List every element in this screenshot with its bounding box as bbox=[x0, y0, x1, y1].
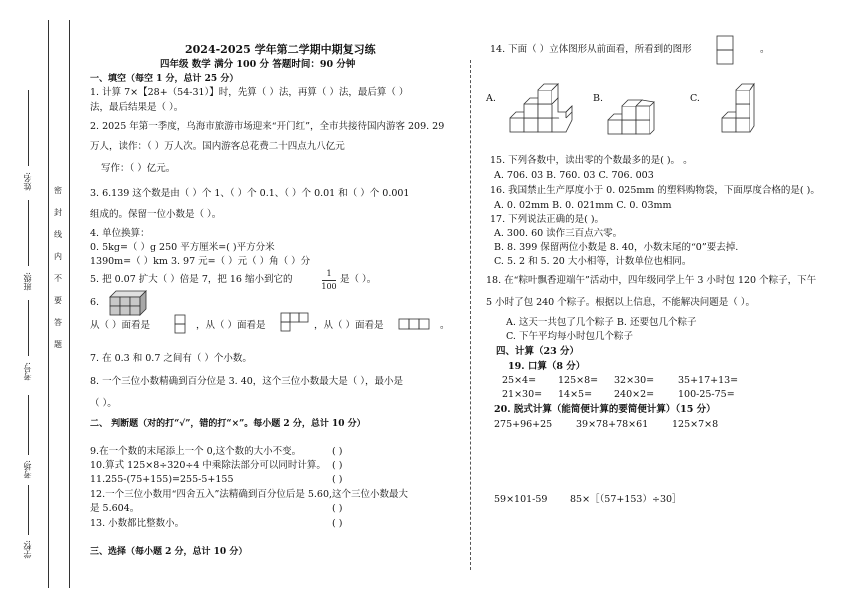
calc-item: 85×［（57+153）÷30］ bbox=[570, 494, 682, 505]
oral-item: 25×4= bbox=[502, 375, 537, 386]
oral-item: 125×8= bbox=[558, 375, 599, 386]
question-4: 4. 单位换算： bbox=[90, 228, 150, 239]
q6-view-b: ，从（ ）面看是 bbox=[196, 320, 266, 331]
seal-char: 不 bbox=[54, 274, 62, 283]
oral-item: 35+17+13= bbox=[678, 375, 739, 386]
margin-line-inner bbox=[69, 20, 70, 588]
calc-item: 125×7×8 bbox=[672, 419, 719, 430]
school-blank[interactable] bbox=[28, 485, 29, 535]
answer-paren-11[interactable]: ( ) bbox=[332, 474, 343, 485]
question-15-options: A. 706. 03 B. 760. 03 C. 706. 003 bbox=[494, 170, 654, 181]
margin-line-outer bbox=[48, 20, 49, 588]
oral-item: 32×30= bbox=[614, 375, 655, 386]
name-label: 姓名: bbox=[23, 172, 32, 191]
seal-char: 封 bbox=[54, 208, 62, 217]
fraction-denominator: 100 bbox=[321, 282, 337, 291]
question-12: 12.一个三位小数用“四舍五入”法精确到百分位后是 5.60,这个三位小数最大 bbox=[90, 489, 409, 500]
seal-char: 题 bbox=[54, 340, 62, 349]
question-19: 19. 口算（8 分） bbox=[508, 361, 586, 372]
question-8: 8. 一个三位小数精确到百分位是 3. 40，这个三位小数最大是（ ），最小是 bbox=[90, 376, 404, 387]
room-label: 考场: bbox=[23, 460, 32, 479]
oral-item: 21×30= bbox=[502, 389, 543, 400]
answer-paren-13[interactable]: ( ) bbox=[332, 518, 343, 529]
question-18-cont: 5 小时了包 240 个粽子。根据以上信息，不能解决问题是（ ）。 bbox=[486, 297, 756, 308]
q6-end: 。 bbox=[440, 320, 450, 331]
section-1-heading: 一、填空（每空 1 分，总计 25 分） bbox=[90, 74, 239, 84]
question-2-write: 写作：（ ）亿元。 bbox=[101, 163, 176, 174]
option-a-label: A. bbox=[486, 93, 496, 104]
seal-char: 线 bbox=[54, 230, 62, 239]
section-3-heading: 三、选择（每小题 2 分，总计 10 分） bbox=[90, 547, 248, 557]
question-11: 11.255-(75+155)=255-5+155 bbox=[90, 474, 234, 485]
page-title: 2024-2025 学年第二学期中期复习练 bbox=[185, 43, 376, 56]
question-14-end: 。 bbox=[760, 44, 770, 55]
question-3-cont: 组成的。保留一位小数是（ ）。 bbox=[90, 209, 222, 220]
seal-char: 要 bbox=[54, 296, 62, 305]
option-c-label: C. bbox=[690, 93, 700, 104]
question-18: 18. 在“粽叶飘香迎端午”活动中，四年级同学上午 3 小时包 120 个粽子，下午 bbox=[486, 275, 817, 286]
option-a-figure bbox=[508, 88, 584, 138]
question-17-option-c: C. 5. 2 和 5. 20 大小相等，计数单位也相同。 bbox=[494, 256, 692, 267]
question-4-row2: 1390m=（ ）km 3. 97 元=（ ）元（ ）角（ ）分 bbox=[90, 256, 311, 267]
question-2-cont: 万人，读作：（ ）万人次。国内游客总花费二十四点九八亿元 bbox=[90, 141, 345, 152]
question-17-option-b: B. 8. 399 保留两位小数是 8. 40，小数末尾的“0”要去掉. bbox=[494, 242, 739, 253]
calc-item: 59×101-59 bbox=[494, 494, 548, 505]
school-label: 学校: bbox=[23, 540, 32, 559]
oral-item: 14×5= bbox=[558, 389, 593, 400]
calc-item: 39×78+78×61 bbox=[576, 419, 649, 430]
question-17-option-a: A. 300. 60 读作三百点六零。 bbox=[494, 228, 623, 239]
question-4-row1: 0. 5kg=（ ）g 250 平方厘米=( )平方分米 bbox=[90, 242, 275, 253]
question-16-options: A. 0. 02mm B. 0. 021mm C. 0. 03mm bbox=[494, 200, 672, 211]
question-5: 5. 把 0.07 扩大（ ）倍是 7，把 16 缩小到它的 bbox=[90, 274, 293, 285]
question-7: 7. 在 0.3 和 0.7 之间有（ ）个小数。 bbox=[90, 353, 252, 364]
name-blank[interactable] bbox=[28, 90, 29, 166]
question-18-option-c: C. 下午平均每小时包几个粽子 bbox=[506, 331, 633, 342]
answer-paren-9[interactable]: ( ) bbox=[332, 446, 343, 457]
exam-no-label: 考号: bbox=[23, 362, 32, 381]
fraction-numerator: 1 bbox=[326, 269, 332, 278]
section-2-heading: 二、 判断题（对的打“√”，错的打“×”。每小题 2 分，总计 10 分） bbox=[90, 419, 366, 429]
question-17: 17. 下列说法正确的是( )。 bbox=[490, 214, 605, 225]
section-4-heading: 四、计算（23 分） bbox=[496, 346, 580, 357]
q6-view-a-shape bbox=[174, 314, 186, 334]
oral-item: 240×2= bbox=[614, 389, 655, 400]
option-b-label: B. bbox=[593, 93, 604, 104]
question-9: 9.在一个数的末尾添上一个 0,这个数的大小不变。 bbox=[90, 446, 302, 457]
question-13: 13. 小数都比整数小。 bbox=[90, 518, 185, 529]
answer-paren-12[interactable]: ( ) bbox=[332, 503, 343, 514]
seal-char: 答 bbox=[54, 318, 62, 327]
question-8-cont: （ ）。 bbox=[90, 398, 117, 409]
seal-char: 密 bbox=[54, 186, 62, 195]
q6-view-b-shape bbox=[280, 312, 310, 332]
q6-view-a: 从（ ）面看是 bbox=[90, 320, 151, 331]
question-18-options-ab: A. 这天一共包了几个粽子 B. 还要包几个粽子 bbox=[506, 317, 697, 328]
question-5-cont: 是（ ）。 bbox=[340, 274, 377, 285]
question-2: 2. 2025 年第一季度，乌海市旅游市场迎来“开门红”，全市共接待国内游客 209. 29 bbox=[90, 121, 445, 132]
answer-paren-10[interactable]: ( ) bbox=[332, 460, 343, 471]
question-14: 14. 下面（ ）立体图形从前面看，所看到的图形 bbox=[490, 44, 692, 55]
oral-item: 100-25-75= bbox=[678, 389, 735, 400]
question-6: 6. bbox=[90, 297, 100, 308]
question-15: 15. 下列各数中，读出零的个数最多的是( )。 。 bbox=[490, 155, 693, 166]
page-divider bbox=[470, 60, 471, 570]
exam-info: 四年级 数学 满分 100 分 答题时间：90 分钟 bbox=[160, 59, 356, 70]
question-12-cont: 是 5.604。 bbox=[90, 503, 140, 514]
option-c-figure bbox=[720, 88, 756, 138]
class-blank[interactable] bbox=[28, 200, 29, 266]
question-1: 1. 计算 7×【28+（54-31）】时，先算（ ）法，再算（ ）法，最后算（ ） bbox=[90, 87, 409, 98]
seal-char: 内 bbox=[54, 252, 62, 261]
q6-solid-figure bbox=[110, 291, 150, 317]
option-b-figure bbox=[606, 94, 654, 138]
q14-front-view-shape bbox=[716, 35, 734, 65]
question-1-cont: 法，最后结果是（ ）。 bbox=[90, 102, 184, 113]
calc-item: 275+96+25 bbox=[494, 419, 553, 430]
q6-view-c: ，从（ ）面看是 bbox=[314, 320, 384, 331]
exam-no-blank[interactable] bbox=[28, 300, 29, 356]
question-16: 16. 我国禁止生产厚度小于 0. 025mm 的塑料购物袋，下面厚度合格的是( )。 bbox=[490, 185, 820, 196]
question-10: 10.算式 125×8÷320÷4 中乘除法部分可以同时计算。 bbox=[90, 460, 326, 471]
class-label: 班级: bbox=[23, 272, 32, 291]
question-3: 3. 6.139 这个数是由（ ）个 1、（ ）个 0.1、（ ）个 0.01 和（ ）个 0.001 bbox=[90, 188, 410, 199]
q6-view-c-shape bbox=[398, 318, 432, 330]
question-20: 20. 脱式计算（能简便计算的要简便计算）（15 分） bbox=[494, 404, 716, 415]
room-blank[interactable] bbox=[28, 395, 29, 455]
